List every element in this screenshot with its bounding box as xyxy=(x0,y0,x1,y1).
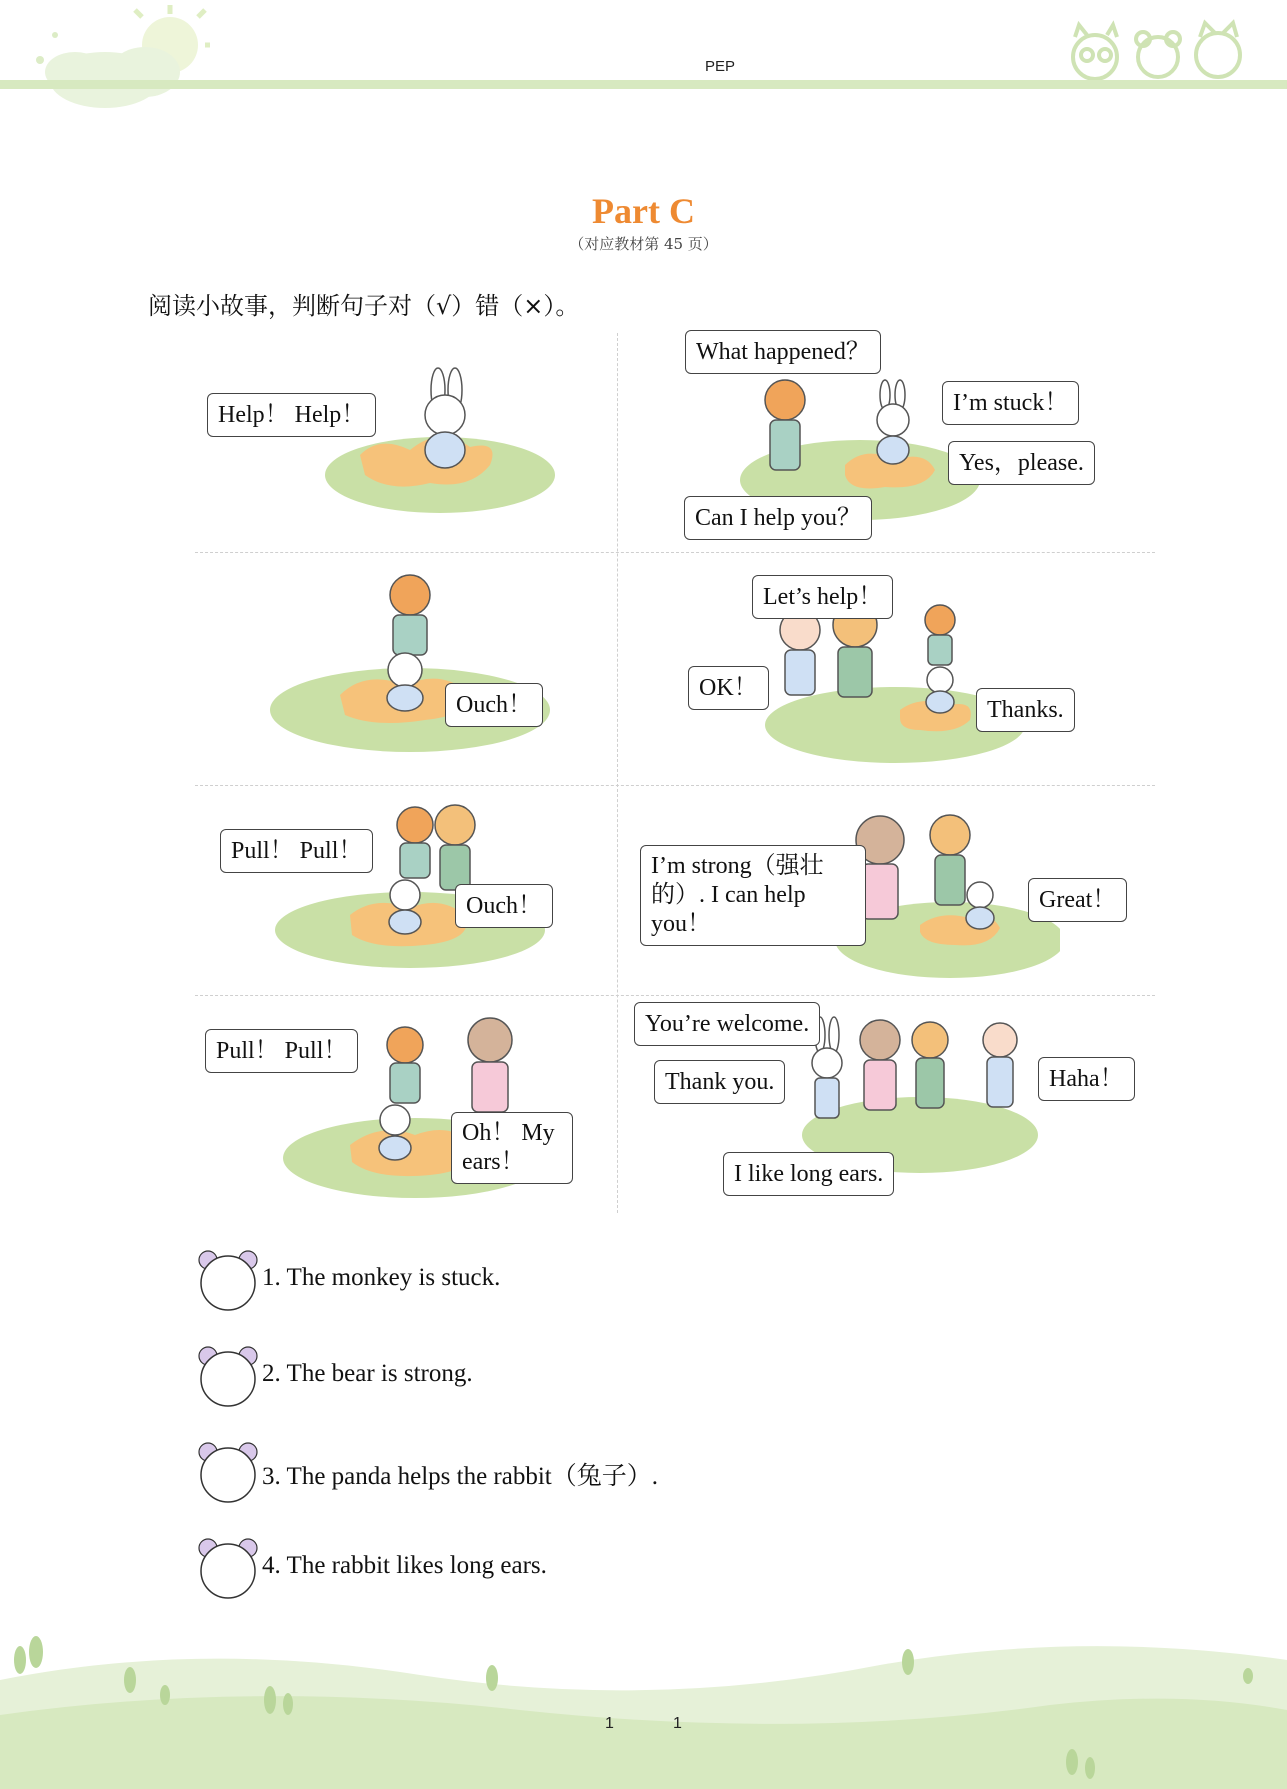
panel-1-illustration xyxy=(320,365,560,515)
monkey-figure xyxy=(765,380,805,470)
question-text: 2. The bear is strong. xyxy=(262,1360,473,1387)
header-label: PEP xyxy=(705,58,736,75)
header-band xyxy=(0,80,1287,89)
speech-bubble: Thanks. xyxy=(976,688,1075,732)
speech-bubble: Help！ Help！ xyxy=(207,393,376,437)
question-text: 1. The monkey is stuck. xyxy=(262,1264,501,1291)
panel-divider-row-3 xyxy=(195,995,1155,996)
monkey-figure xyxy=(387,1027,423,1103)
speech-bubble: Haha！ xyxy=(1038,1057,1135,1101)
speech-bubble: You’re welcome. xyxy=(634,1002,820,1046)
monkey-figure xyxy=(397,807,433,878)
question-item xyxy=(198,1538,1098,1600)
speech-bubble: Ouch！ xyxy=(445,683,543,727)
panel-4-illustration xyxy=(760,600,1030,770)
dog-figure xyxy=(435,805,475,890)
page-number: 1 xyxy=(673,1715,682,1732)
speech-bubble: I’m strong（强壮的）. I can help you！ xyxy=(640,845,866,946)
speech-bubble: What happened？ xyxy=(685,330,881,374)
speech-bubble: I’m stuck！ xyxy=(942,381,1079,425)
speech-bubble: Great！ xyxy=(1028,878,1127,922)
rabbit-figure xyxy=(425,368,465,468)
pig-figure xyxy=(983,1023,1017,1107)
speech-bubble: Pull！ Pull！ xyxy=(205,1029,358,1073)
speech-bubble: Ouch！ xyxy=(455,884,553,928)
monkey-figure xyxy=(390,575,430,655)
panel-divider-row-2 xyxy=(195,785,1155,786)
header-animal-faces-decoration xyxy=(1055,15,1255,85)
speech-bubble: Yes，please. xyxy=(948,441,1095,485)
speech-bubble: Oh！ My ears！ xyxy=(451,1112,573,1184)
panel-divider-vertical xyxy=(617,333,618,1213)
speech-bubble: Let’s help！ xyxy=(752,575,893,619)
speech-bubble: Pull！ Pull！ xyxy=(220,829,373,873)
page-number: 1 xyxy=(605,1715,614,1732)
footer-hills-decoration xyxy=(0,1620,1287,1789)
question-item xyxy=(198,1442,1098,1504)
speech-bubble: Can I help you？ xyxy=(684,496,872,540)
panel-3-illustration xyxy=(265,570,555,760)
rabbit-figure xyxy=(877,380,909,464)
question-item xyxy=(198,1250,1098,1312)
rabbit-figure xyxy=(387,653,423,711)
page-title: Part C xyxy=(592,191,695,231)
panel-8-illustration xyxy=(800,1015,1040,1175)
dog-figure xyxy=(912,1022,948,1108)
answer-circle[interactable] xyxy=(198,1538,260,1600)
answer-circle[interactable] xyxy=(198,1442,260,1504)
monkey-figure xyxy=(925,605,955,665)
answer-circle[interactable] xyxy=(198,1346,260,1408)
question-item xyxy=(198,1346,1098,1408)
speech-bubble: Thank you. xyxy=(654,1060,785,1104)
answer-circle[interactable] xyxy=(198,1250,260,1312)
header-sun-cloud-decoration xyxy=(10,0,210,115)
question-text: 4. The rabbit likes long ears. xyxy=(262,1552,547,1579)
pig-figure xyxy=(780,610,820,695)
question-text: 3. The panda helps the rabbit（兔子）. xyxy=(262,1463,658,1490)
dog-figure xyxy=(930,815,970,905)
instruction-text: 阅读小故事，判断句子对（√）错（×）。 xyxy=(148,292,580,320)
speech-bubble: I like long ears. xyxy=(723,1152,894,1196)
page-subtitle: （对应教材第 45 页） xyxy=(569,235,718,253)
panel-divider-row-1 xyxy=(195,552,1155,553)
bear-figure xyxy=(860,1020,900,1110)
bear-figure xyxy=(468,1018,512,1112)
speech-bubble: OK！ xyxy=(688,666,769,710)
